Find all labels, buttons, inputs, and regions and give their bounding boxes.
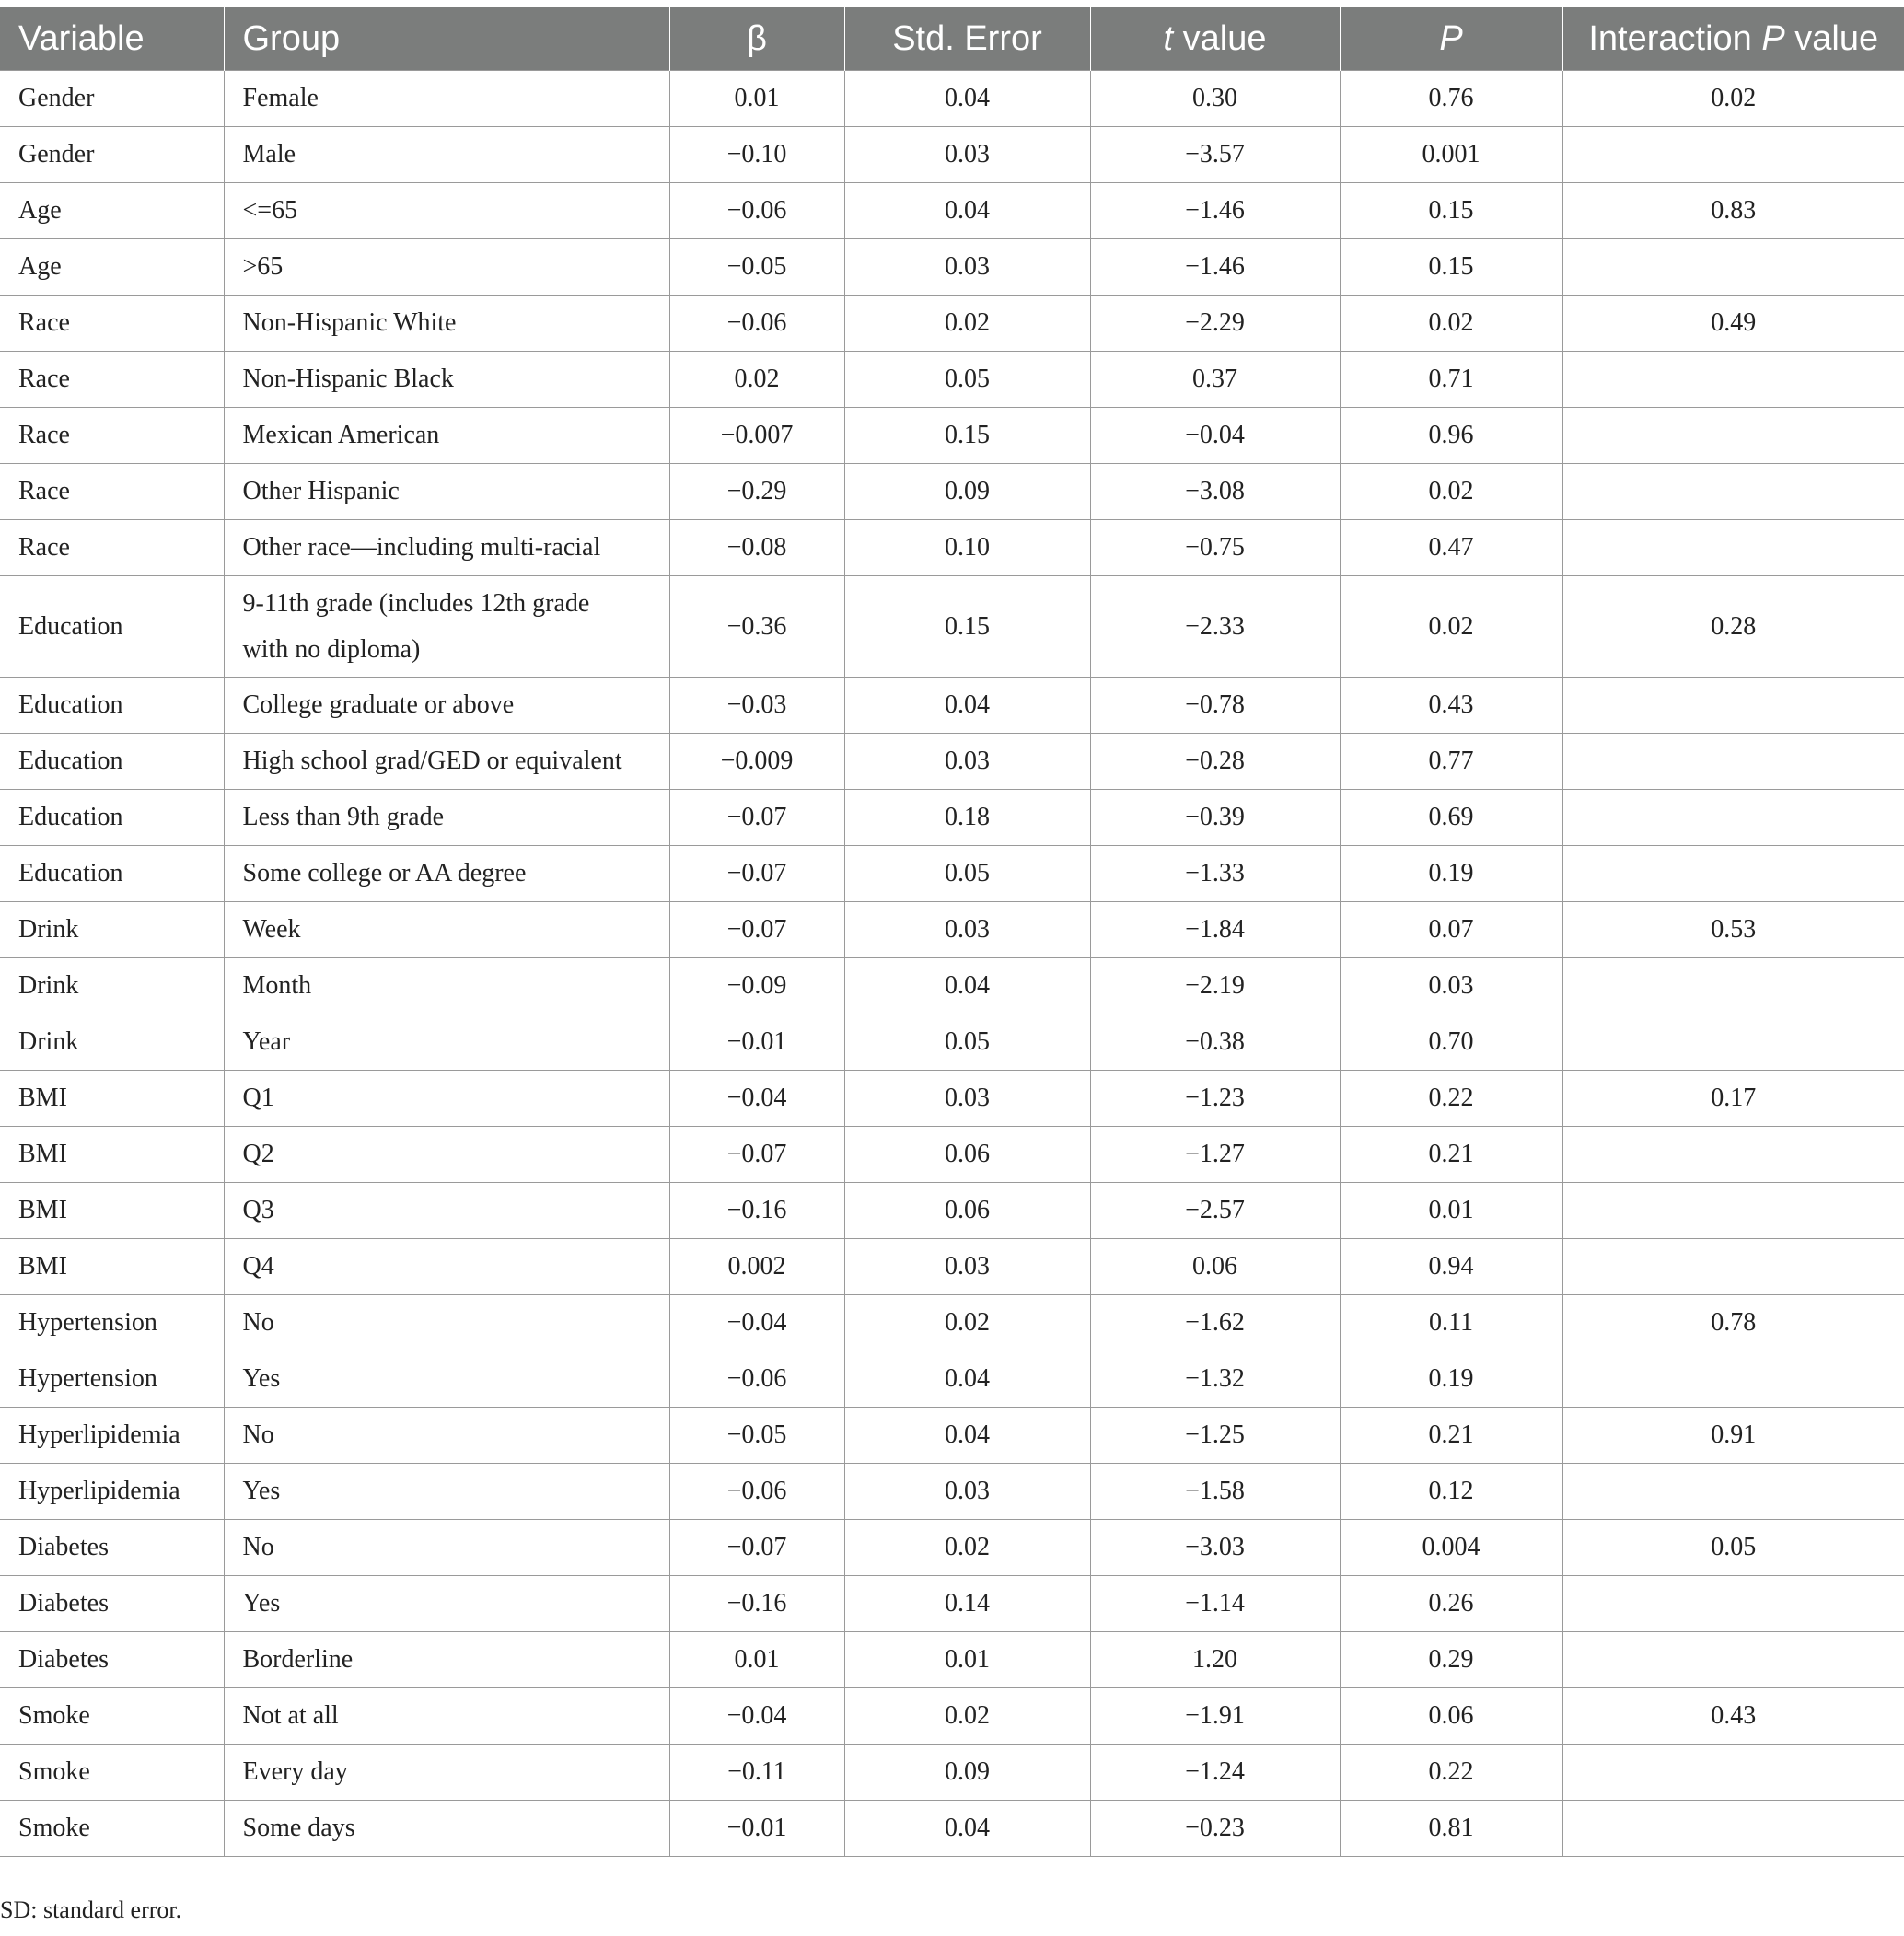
table-row [0, 1745, 1904, 1801]
cell-group: Borderline [224, 1632, 669, 1688]
cell-beta: −0.07 [669, 1127, 844, 1183]
cell-variable: BMI [0, 1071, 224, 1127]
cell-p: 0.06 [1340, 1688, 1562, 1745]
cell-interaction-p [1562, 1127, 1904, 1183]
cell-std-error: 0.04 [844, 1801, 1090, 1857]
cell-variable: Race [0, 408, 224, 464]
cell-variable: Race [0, 464, 224, 520]
cell-group: Every day [224, 1745, 669, 1801]
cell-t-value: −1.32 [1090, 1351, 1340, 1408]
cell-group: Other Hispanic [224, 464, 669, 520]
cell-t-value: −1.14 [1090, 1576, 1340, 1632]
cell-interaction-p [1562, 1632, 1904, 1688]
cell-p: 0.07 [1340, 902, 1562, 958]
cell-std-error: 0.09 [844, 464, 1090, 520]
cell-group: No [224, 1408, 669, 1464]
cell-t-value: −1.62 [1090, 1295, 1340, 1351]
cell-variable: Education [0, 790, 224, 846]
cell-std-error: 0.03 [844, 902, 1090, 958]
cell-interaction-p [1562, 1801, 1904, 1857]
table-body [0, 71, 1904, 1857]
cell-interaction-p [1562, 1239, 1904, 1295]
cell-t-value: −2.19 [1090, 958, 1340, 1014]
cell-group: Yes [224, 1351, 669, 1408]
cell-std-error: 0.18 [844, 790, 1090, 846]
cell-beta: −0.07 [669, 846, 844, 902]
cell-p: 0.22 [1340, 1745, 1562, 1801]
cell-std-error: 0.04 [844, 1408, 1090, 1464]
header-p-italic: P [1439, 18, 1463, 58]
cell-std-error: 0.06 [844, 1183, 1090, 1239]
table-row [0, 576, 1904, 678]
cell-std-error: 0.02 [844, 1688, 1090, 1745]
cell-t-value: −2.57 [1090, 1183, 1340, 1239]
header-beta: β [669, 7, 844, 71]
table-row [0, 127, 1904, 183]
cell-variable: BMI [0, 1127, 224, 1183]
cell-group: <=65 [224, 183, 669, 239]
cell-variable: Drink [0, 902, 224, 958]
cell-beta: −0.06 [669, 1464, 844, 1520]
table-row [0, 1520, 1904, 1576]
cell-std-error: 0.02 [844, 1295, 1090, 1351]
table-row [0, 352, 1904, 408]
cell-interaction-p [1562, 790, 1904, 846]
cell-variable: Hypertension [0, 1295, 224, 1351]
header-t-value [1090, 7, 1340, 71]
cell-t-value: −2.33 [1090, 576, 1340, 678]
subgroup-analysis-table [0, 7, 1904, 1857]
cell-t-value: 1.20 [1090, 1632, 1340, 1688]
cell-variable: BMI [0, 1239, 224, 1295]
cell-group: No [224, 1520, 669, 1576]
table-row [0, 734, 1904, 790]
table-row [0, 1295, 1904, 1351]
table-row [0, 1688, 1904, 1745]
cell-p: 0.43 [1340, 678, 1562, 734]
cell-t-value: −1.33 [1090, 846, 1340, 902]
table-row [0, 1408, 1904, 1464]
cell-std-error: 0.15 [844, 408, 1090, 464]
cell-p: 0.02 [1340, 576, 1562, 678]
cell-t-value: −2.29 [1090, 296, 1340, 352]
cell-beta: −0.01 [669, 1801, 844, 1857]
cell-p: 0.29 [1340, 1632, 1562, 1688]
cell-variable: Smoke [0, 1801, 224, 1857]
header-row [0, 7, 1904, 71]
table-row [0, 790, 1904, 846]
cell-p: 0.02 [1340, 464, 1562, 520]
cell-p: 0.12 [1340, 1464, 1562, 1520]
header-group: Group [224, 7, 669, 71]
cell-group: High school grad/GED or equivalent [224, 734, 669, 790]
cell-group: Yes [224, 1576, 669, 1632]
cell-p: 0.19 [1340, 846, 1562, 902]
cell-group: Mexican American [224, 408, 669, 464]
cell-p: 0.02 [1340, 296, 1562, 352]
cell-p: 0.15 [1340, 239, 1562, 296]
header-variable: Variable [0, 7, 224, 71]
table-row [0, 464, 1904, 520]
cell-group [224, 576, 669, 678]
cell-interaction-p: 0.43 [1562, 1688, 1904, 1745]
results-table-wrapper [0, 7, 1904, 1857]
table-row [0, 1464, 1904, 1520]
cell-t-value: −0.39 [1090, 790, 1340, 846]
cell-beta: −0.06 [669, 183, 844, 239]
cell-p: 0.26 [1340, 1576, 1562, 1632]
cell-p: 0.03 [1340, 958, 1562, 1014]
cell-beta: −0.36 [669, 576, 844, 678]
cell-interaction-p [1562, 239, 1904, 296]
cell-group-line-1: 9-11th grade (includes 12th grade [242, 588, 590, 618]
header-t-rest: value [1173, 18, 1267, 58]
table-row [0, 71, 1904, 127]
cell-t-value: 0.30 [1090, 71, 1340, 127]
cell-variable: Drink [0, 1014, 224, 1071]
cell-beta: −0.06 [669, 1351, 844, 1408]
cell-beta: −0.05 [669, 239, 844, 296]
cell-std-error: 0.03 [844, 127, 1090, 183]
cell-variable: Hypertension [0, 1351, 224, 1408]
table-row [0, 1071, 1904, 1127]
cell-group: Q3 [224, 1183, 669, 1239]
cell-std-error: 0.03 [844, 239, 1090, 296]
cell-variable: Education [0, 846, 224, 902]
cell-t-value: 0.06 [1090, 1239, 1340, 1295]
cell-interaction-p: 0.49 [1562, 296, 1904, 352]
cell-std-error: 0.03 [844, 1239, 1090, 1295]
cell-variable: Education [0, 678, 224, 734]
cell-interaction-p [1562, 958, 1904, 1014]
table-row [0, 958, 1904, 1014]
cell-beta: 0.002 [669, 1239, 844, 1295]
cell-variable: Age [0, 183, 224, 239]
cell-group: Week [224, 902, 669, 958]
cell-variable: Gender [0, 71, 224, 127]
cell-interaction-p [1562, 1745, 1904, 1801]
header-interaction-p [1562, 7, 1904, 71]
cell-beta: −0.04 [669, 1071, 844, 1127]
cell-interaction-p [1562, 1464, 1904, 1520]
cell-interaction-p: 0.53 [1562, 902, 1904, 958]
cell-t-value: −0.78 [1090, 678, 1340, 734]
cell-std-error: 0.04 [844, 71, 1090, 127]
cell-p: 0.77 [1340, 734, 1562, 790]
cell-t-value: −3.57 [1090, 127, 1340, 183]
cell-group: Yes [224, 1464, 669, 1520]
cell-interaction-p: 0.28 [1562, 576, 1904, 678]
cell-p: 0.69 [1340, 790, 1562, 846]
cell-interaction-p: 0.17 [1562, 1071, 1904, 1127]
table-row [0, 678, 1904, 734]
cell-interaction-p [1562, 1351, 1904, 1408]
table-row [0, 183, 1904, 239]
cell-interaction-p: 0.83 [1562, 183, 1904, 239]
cell-t-value: −1.23 [1090, 1071, 1340, 1127]
cell-interaction-p [1562, 1576, 1904, 1632]
cell-beta: −0.16 [669, 1576, 844, 1632]
cell-group: Q4 [224, 1239, 669, 1295]
table-row [0, 520, 1904, 576]
cell-interaction-p [1562, 734, 1904, 790]
cell-group: Non-Hispanic Black [224, 352, 669, 408]
cell-group: Non-Hispanic White [224, 296, 669, 352]
table-row [0, 902, 1904, 958]
cell-group: Not at all [224, 1688, 669, 1745]
cell-std-error: 0.05 [844, 352, 1090, 408]
cell-std-error: 0.10 [844, 520, 1090, 576]
cell-interaction-p [1562, 408, 1904, 464]
cell-t-value: 0.37 [1090, 352, 1340, 408]
cell-variable: Hyperlipidemia [0, 1408, 224, 1464]
table-row [0, 1239, 1904, 1295]
table-row [0, 1351, 1904, 1408]
cell-p: 0.96 [1340, 408, 1562, 464]
table-row [0, 1014, 1904, 1071]
cell-p: 0.21 [1340, 1408, 1562, 1464]
cell-group: >65 [224, 239, 669, 296]
cell-variable: Smoke [0, 1745, 224, 1801]
cell-t-value: −3.08 [1090, 464, 1340, 520]
cell-group: Other race—including multi-racial [224, 520, 669, 576]
cell-p: 0.004 [1340, 1520, 1562, 1576]
cell-p: 0.47 [1340, 520, 1562, 576]
cell-interaction-p: 0.05 [1562, 1520, 1904, 1576]
cell-std-error: 0.02 [844, 296, 1090, 352]
cell-p: 0.19 [1340, 1351, 1562, 1408]
cell-t-value: −0.28 [1090, 734, 1340, 790]
cell-t-value: −0.23 [1090, 1801, 1340, 1857]
cell-beta: −0.07 [669, 1520, 844, 1576]
cell-std-error: 0.01 [844, 1632, 1090, 1688]
cell-variable: Smoke [0, 1688, 224, 1745]
header-t-italic: t [1163, 18, 1174, 58]
table-row [0, 1127, 1904, 1183]
table-row [0, 1576, 1904, 1632]
cell-beta: −0.05 [669, 1408, 844, 1464]
cell-group: Less than 9th grade [224, 790, 669, 846]
cell-beta: −0.10 [669, 127, 844, 183]
cell-variable: Gender [0, 127, 224, 183]
cell-std-error: 0.04 [844, 958, 1090, 1014]
cell-p: 0.81 [1340, 1801, 1562, 1857]
header-std-error: Std. Error [844, 7, 1090, 71]
cell-group: No [224, 1295, 669, 1351]
table-header [0, 7, 1904, 71]
cell-variable: Diabetes [0, 1632, 224, 1688]
table-footnote: SD: standard error. [0, 1896, 182, 1923]
cell-beta: −0.08 [669, 520, 844, 576]
cell-variable: Race [0, 296, 224, 352]
cell-p: 0.70 [1340, 1014, 1562, 1071]
cell-beta: −0.29 [669, 464, 844, 520]
cell-beta: −0.09 [669, 958, 844, 1014]
cell-t-value: −1.25 [1090, 1408, 1340, 1464]
cell-t-value: −1.46 [1090, 183, 1340, 239]
table-row [0, 1801, 1904, 1857]
cell-group: Male [224, 127, 669, 183]
cell-group: Female [224, 71, 669, 127]
cell-std-error: 0.04 [844, 678, 1090, 734]
cell-interaction-p [1562, 678, 1904, 734]
cell-group-line-2: with no diploma) [242, 634, 421, 664]
cell-p: 0.11 [1340, 1295, 1562, 1351]
cell-interaction-p: 0.02 [1562, 71, 1904, 127]
cell-group: Some college or AA degree [224, 846, 669, 902]
cell-std-error: 0.09 [844, 1745, 1090, 1801]
cell-p: 0.01 [1340, 1183, 1562, 1239]
cell-beta: −0.04 [669, 1688, 844, 1745]
cell-t-value: −3.03 [1090, 1520, 1340, 1576]
cell-group: Q2 [224, 1127, 669, 1183]
cell-interaction-p [1562, 1183, 1904, 1239]
cell-std-error: 0.14 [844, 1576, 1090, 1632]
cell-interaction-p [1562, 352, 1904, 408]
header-p [1340, 7, 1562, 71]
cell-beta: −0.01 [669, 1014, 844, 1071]
cell-std-error: 0.03 [844, 734, 1090, 790]
cell-beta: −0.03 [669, 678, 844, 734]
cell-std-error: 0.03 [844, 1071, 1090, 1127]
cell-interaction-p: 0.91 [1562, 1408, 1904, 1464]
cell-beta: −0.16 [669, 1183, 844, 1239]
cell-t-value: −1.46 [1090, 239, 1340, 296]
cell-p: 0.15 [1340, 183, 1562, 239]
cell-variable: Diabetes [0, 1576, 224, 1632]
cell-t-value: −0.75 [1090, 520, 1340, 576]
cell-beta: −0.007 [669, 408, 844, 464]
table-row [0, 239, 1904, 296]
cell-variable: Race [0, 520, 224, 576]
cell-variable: Race [0, 352, 224, 408]
cell-interaction-p [1562, 846, 1904, 902]
table-row [0, 1632, 1904, 1688]
cell-beta: −0.009 [669, 734, 844, 790]
cell-std-error: 0.04 [844, 183, 1090, 239]
cell-beta: −0.07 [669, 902, 844, 958]
cell-group: Year [224, 1014, 669, 1071]
cell-interaction-p [1562, 127, 1904, 183]
cell-beta: −0.07 [669, 790, 844, 846]
cell-std-error: 0.03 [844, 1464, 1090, 1520]
cell-t-value: −1.91 [1090, 1688, 1340, 1745]
cell-variable: Hyperlipidemia [0, 1464, 224, 1520]
cell-p: 0.94 [1340, 1239, 1562, 1295]
cell-std-error: 0.05 [844, 1014, 1090, 1071]
cell-interaction-p: 0.78 [1562, 1295, 1904, 1351]
cell-p: 0.22 [1340, 1071, 1562, 1127]
cell-std-error: 0.06 [844, 1127, 1090, 1183]
cell-std-error: 0.04 [844, 1351, 1090, 1408]
cell-beta: 0.01 [669, 1632, 844, 1688]
cell-t-value: −1.24 [1090, 1745, 1340, 1801]
cell-group: Month [224, 958, 669, 1014]
cell-interaction-p [1562, 1014, 1904, 1071]
cell-p: 0.76 [1340, 71, 1562, 127]
cell-interaction-p [1562, 464, 1904, 520]
table-row [0, 846, 1904, 902]
cell-variable: BMI [0, 1183, 224, 1239]
cell-t-value: −1.58 [1090, 1464, 1340, 1520]
cell-variable: Education [0, 576, 224, 678]
cell-t-value: −0.38 [1090, 1014, 1340, 1071]
cell-variable: Drink [0, 958, 224, 1014]
table-row [0, 1183, 1904, 1239]
cell-variable: Education [0, 734, 224, 790]
cell-p: 0.71 [1340, 352, 1562, 408]
cell-variable: Age [0, 239, 224, 296]
table-row [0, 296, 1904, 352]
cell-interaction-p [1562, 520, 1904, 576]
cell-variable: Diabetes [0, 1520, 224, 1576]
cell-std-error: 0.15 [844, 576, 1090, 678]
cell-p: 0.21 [1340, 1127, 1562, 1183]
cell-beta: −0.11 [669, 1745, 844, 1801]
cell-beta: 0.02 [669, 352, 844, 408]
cell-group: College graduate or above [224, 678, 669, 734]
cell-beta: −0.04 [669, 1295, 844, 1351]
header-interaction-suffix: value [1784, 18, 1879, 58]
cell-group: Some days [224, 1801, 669, 1857]
table-row [0, 408, 1904, 464]
cell-p: 0.001 [1340, 127, 1562, 183]
cell-std-error: 0.02 [844, 1520, 1090, 1576]
cell-t-value: −1.27 [1090, 1127, 1340, 1183]
header-interaction-prefix: Interaction [1588, 18, 1762, 58]
cell-beta: 0.01 [669, 71, 844, 127]
cell-std-error: 0.05 [844, 846, 1090, 902]
cell-t-value: −1.84 [1090, 902, 1340, 958]
header-interaction-italic: P [1761, 18, 1785, 58]
cell-beta: −0.06 [669, 296, 844, 352]
cell-t-value: −0.04 [1090, 408, 1340, 464]
cell-group: Q1 [224, 1071, 669, 1127]
